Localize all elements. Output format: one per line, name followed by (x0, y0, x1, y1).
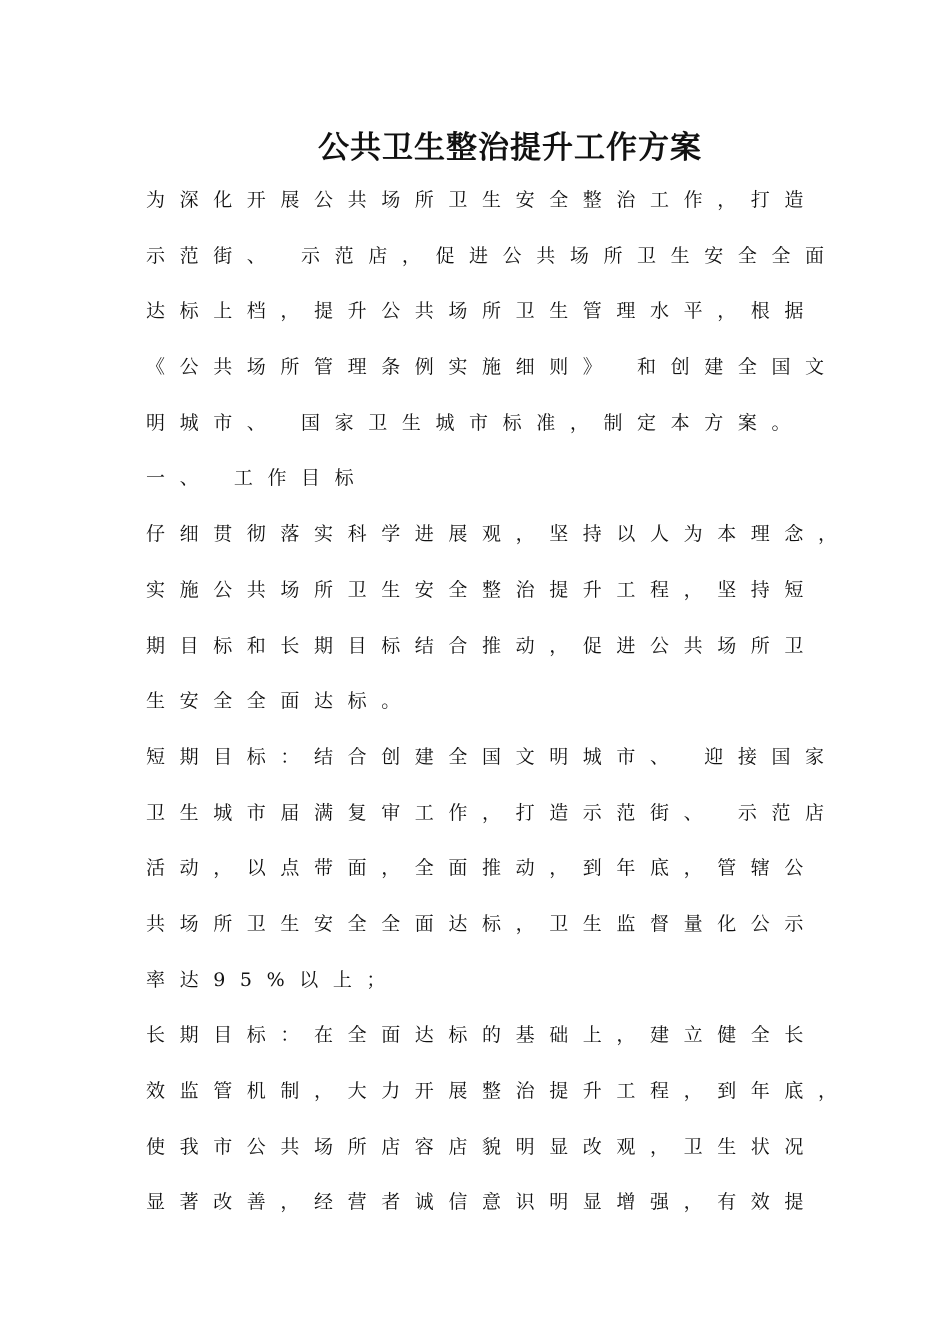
paragraph-line: 示范街、 示范店，促进公共场所卫生安全全面 (146, 244, 839, 267)
paragraph-line: 达标上档，提升公共场所卫生管理水平，根据 (146, 300, 819, 323)
paragraph-line: 率达95%以上； (146, 968, 401, 991)
paragraph-line: 共场所卫生安全全面达标，卫生监督量化公示 (146, 912, 819, 935)
paragraph-line: 明城市、 国家卫生城市标准，制定本方案。 (146, 411, 806, 434)
paragraph-line: 效监管机制，大力开展整治提升工程，到年底， (146, 1080, 852, 1102)
paragraph-line: 生安全全面达标。 (146, 690, 415, 713)
paragraph-line: 活动，以点带面，全面推动，到年底，管辖公 (146, 857, 819, 880)
paragraph-line: 仔细贯彻落实科学进展观，坚持以人为本理念， (146, 523, 852, 546)
paragraph-line: 显著改善，经营者诚信意识明显增强，有效提 (146, 1191, 819, 1214)
paragraph-line: 《公共场所管理条例实施细则》 和创建全国文 (146, 356, 839, 379)
document-title: 公共卫生整治提升工作方案 (318, 130, 702, 166)
paragraph-line: 期目标和长期目标结合推动，促进公共场所卫 (146, 634, 819, 657)
paragraph-line: 使我市公共场所店容店貌明显改观，卫生状况 (146, 1135, 819, 1158)
paragraph-line: 卫生城市届满复审工作，打造示范街、 示范店 (146, 801, 839, 824)
document-body (146, 183, 852, 1241)
paragraph-line: 为深化开展公共场所卫生安全整治工作，打造 (146, 189, 819, 211)
paragraph-line: 实施公共场所卫生安全整治提升工程，坚持短 (146, 578, 819, 601)
section-heading: 一、 工作目标 (146, 467, 369, 490)
paragraph-line: 短期目标：结合创建全国文明城市、 迎接国家 (146, 745, 839, 768)
paragraph-line: 长期目标：在全面达标的基础上，建立健全长 (146, 1024, 819, 1047)
